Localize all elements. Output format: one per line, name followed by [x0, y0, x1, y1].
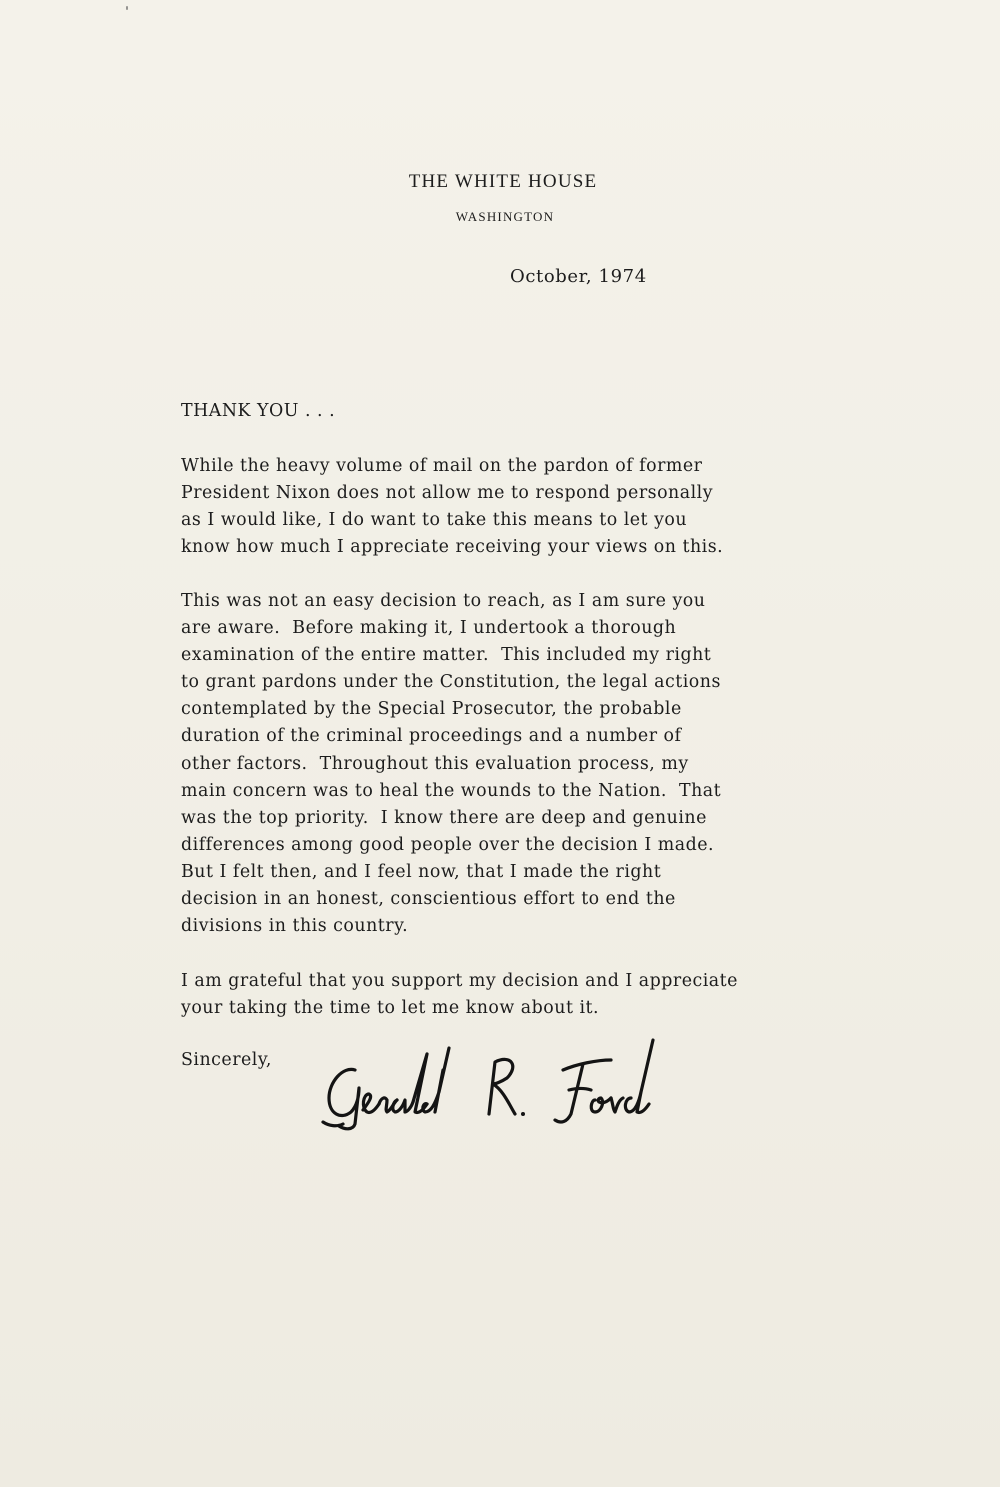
paper-speck: [126, 6, 128, 10]
paragraph-line: was the top priority. I know there are deep and genuine: [181, 807, 707, 828]
paragraph-line: are aware. Before making it, I undertook a thorough: [181, 618, 677, 639]
paragraph-2: [181, 588, 901, 940]
letter-date: October, 1974: [510, 266, 647, 287]
paragraph-1: [181, 453, 901, 561]
letterhead-subtitle: WASHINGTON: [455, 209, 555, 224]
paragraph-line: divisions in this country.: [181, 916, 409, 937]
paragraph-line: as I would like, I do want to take this means to let you: [181, 510, 688, 531]
paragraph-line: decision in an honest, conscientious effort to end the: [181, 889, 676, 910]
paragraph-line: President Nixon does not allow me to respond personally: [181, 483, 714, 504]
paragraph-line: examination of the entire matter. This included my right: [181, 645, 712, 666]
closing: Sincerely,: [181, 1050, 272, 1070]
signature: [315, 1030, 665, 1140]
paragraph-line: While the heavy volume of mail on the pardon of former: [181, 456, 703, 476]
paragraph-line: to grant pardons under the Constitution, the legal actions: [181, 672, 721, 693]
paragraph-line: But I felt then, and I feel now, that I made the right: [181, 861, 662, 882]
greeting: THANK YOU . . .: [181, 401, 336, 421]
letterhead-title: THE WHITE HOUSE: [408, 171, 598, 192]
paragraph-3: [181, 968, 901, 1022]
paragraph-line: This was not an easy decision to reach, as I am sure you: [181, 591, 706, 611]
paragraph-line: your taking the time to let me know about it.: [181, 998, 600, 1019]
paragraph-line: main concern was to heal the wounds to the Nation. That: [181, 780, 722, 801]
paragraph-line: know how much I appreciate receiving your views on this.: [181, 537, 724, 558]
paragraph-line: contemplated by the Special Prosecutor, the probable: [181, 699, 682, 720]
paragraph-line: differences among good people over the decision I made.: [181, 834, 715, 855]
paragraph-line: I am grateful that you support my decision and I appreciate: [181, 971, 738, 991]
paragraph-line: other factors. Throughout this evaluation process, my: [181, 753, 689, 774]
paragraph-line: duration of the criminal proceedings and a number of: [181, 726, 682, 747]
